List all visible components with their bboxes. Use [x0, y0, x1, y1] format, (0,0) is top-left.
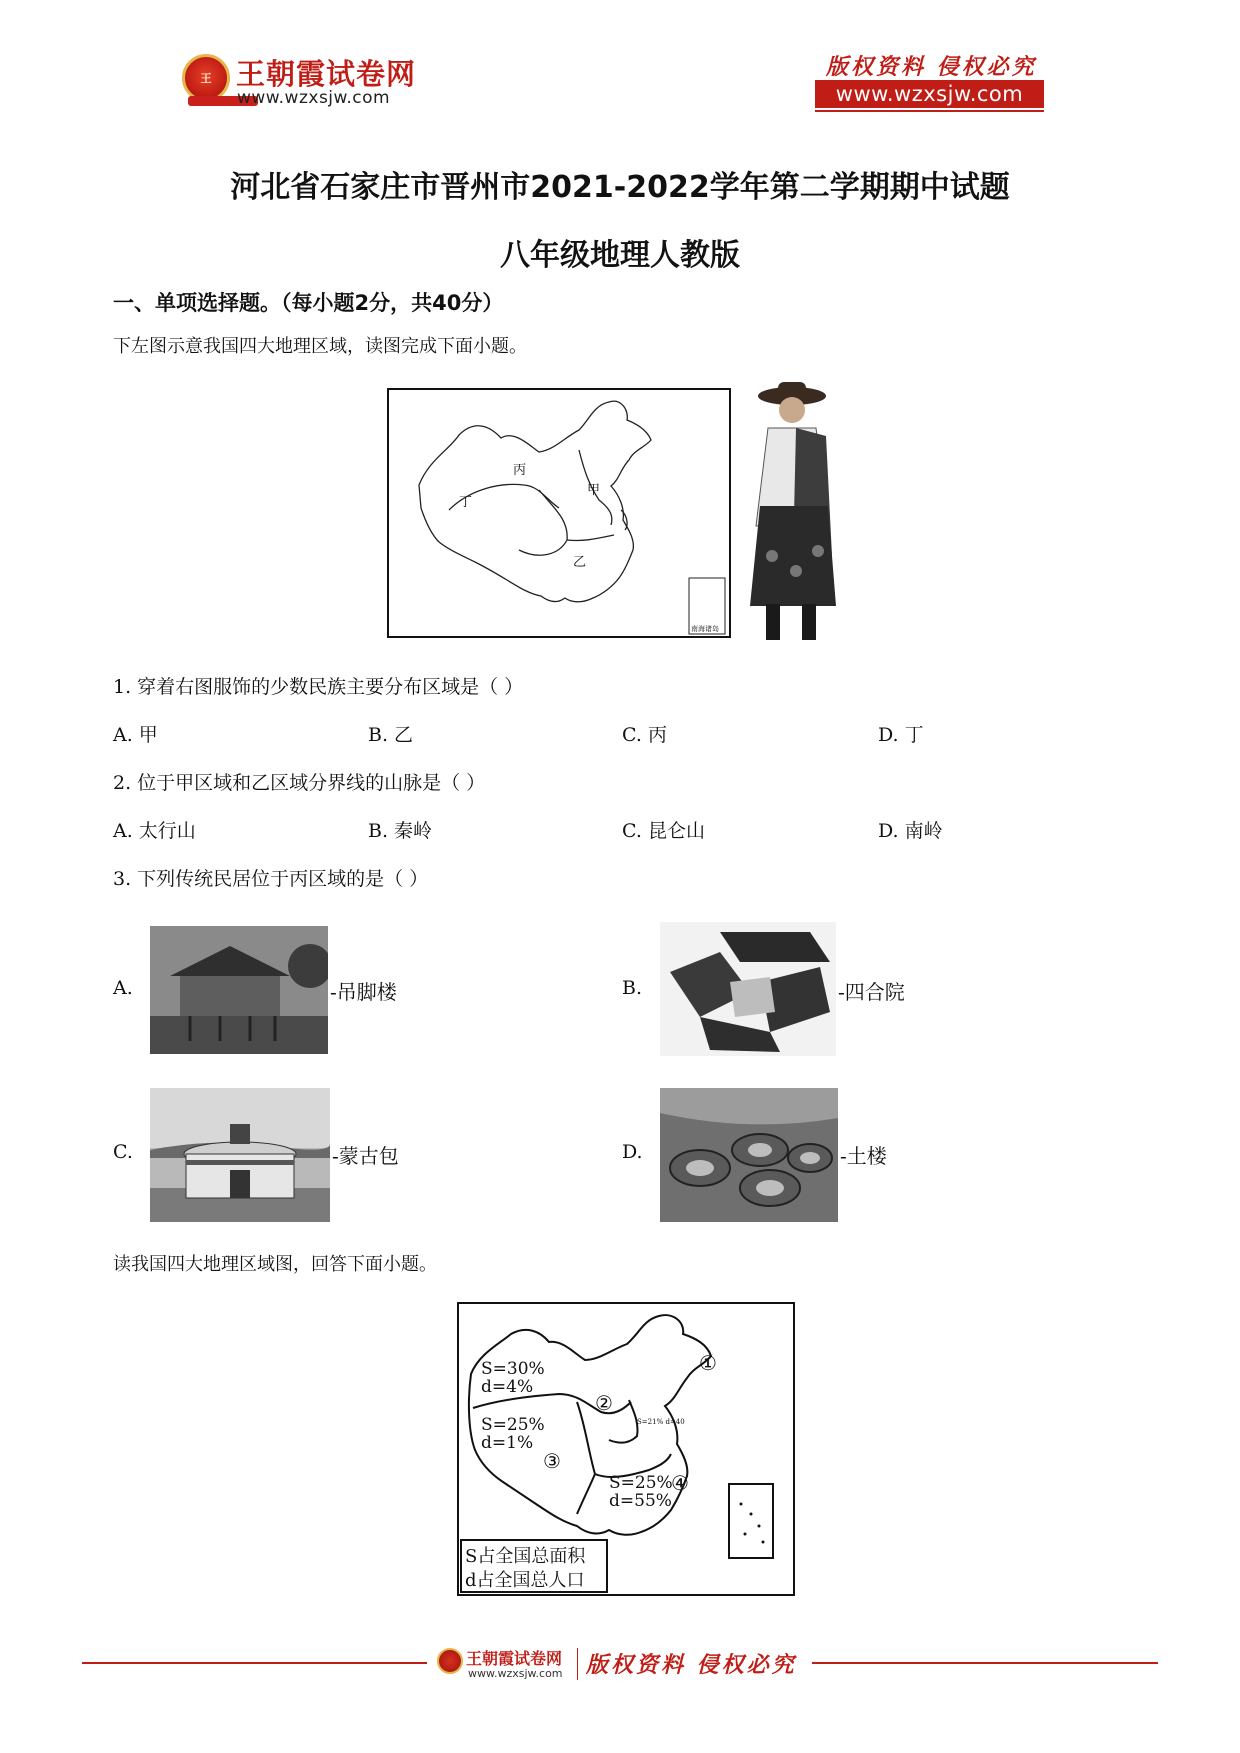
copyright-notice: 版权资料 侵权必究	[826, 54, 1037, 80]
footer-rule-left	[82, 1662, 427, 1664]
footer-copyright-notice: 版权资料 侵权必究	[586, 1652, 797, 1678]
costume-figure-drawing	[736, 376, 848, 648]
question-1-stem: 1. 穿着右图服饰的少数民族主要分布区域是（ ）	[113, 676, 524, 698]
exam-subtitle: 八年级地理人教版	[500, 238, 740, 273]
map2-marker-4: ④	[671, 1471, 689, 1495]
question-1-option-d: D. 丁	[878, 724, 924, 746]
question-3-option-d-caption: -土楼	[840, 1144, 887, 1168]
brand-name: 王朝霞试卷网	[236, 57, 417, 91]
map2-legend-line1: S占全国总面积	[465, 1546, 586, 1567]
exam-title: 河北省石家庄市晋州市2021-2022学年第二学期期中试题	[230, 170, 1010, 205]
map2-stat-1-d: d=4%	[481, 1377, 534, 1397]
intro-text: 下左图示意我国四大地理区域，读图完成下面小题。	[113, 336, 527, 357]
map2-stat-3-d: d=55%	[609, 1491, 672, 1511]
yurt-drawing	[150, 1088, 330, 1222]
map2-south-sea-inset	[729, 1484, 773, 1558]
footer-logo-icon	[437, 1648, 463, 1674]
question-2-option-a: A. 太行山	[113, 820, 196, 842]
question-3-option-b-caption: -四合院	[838, 980, 905, 1004]
map2-legend-line2: d占全国总人口	[465, 1570, 585, 1591]
question-3-option-a-caption: -吊脚楼	[330, 980, 397, 1004]
section-heading: 一、单项选择题。（每小题2分，共40分）	[113, 291, 504, 315]
china-regions-map-drawing	[389, 390, 729, 636]
question-3-stem: 3. 下列传统民居位于丙区域的是（ ）	[113, 868, 429, 890]
stilt-house-photo	[150, 926, 328, 1054]
footer-brand-url: www.wzxsjw.com	[468, 1667, 563, 1680]
footer-brand-name: 王朝霞试卷网	[466, 1649, 563, 1668]
map2-marker-2: ②	[595, 1391, 613, 1415]
question-3-option-d-letter: D.	[622, 1141, 643, 1163]
map2-marker-1: ①	[699, 1351, 717, 1375]
map1-label-ding: 丁	[459, 495, 473, 510]
stilt-house-drawing	[150, 926, 328, 1054]
china-regions-stats-map	[457, 1302, 795, 1596]
site-url-banner: www.wzxsjw.com	[815, 80, 1044, 108]
map2-stat-2-d: d=1%	[481, 1433, 534, 1453]
yurt-photo	[150, 1088, 330, 1222]
map2-marker-3: ③	[543, 1449, 561, 1473]
earth-building-photo	[660, 1088, 838, 1222]
brand-url: www.wzxsjw.com	[237, 88, 391, 108]
question-1-option-b: B. 乙	[368, 724, 414, 746]
footer-separator	[577, 1648, 578, 1680]
map1-label-jia: 甲	[587, 483, 601, 498]
map2-stat-3-s: S=25%	[609, 1473, 673, 1493]
footer-rule-right	[812, 1662, 1158, 1664]
map2-small-stat: S=21% d=40	[637, 1418, 685, 1426]
question-3-option-b-letter: B.	[622, 977, 643, 999]
url-banner-underline	[815, 110, 1044, 112]
question-3-option-c-letter: C.	[113, 1141, 133, 1163]
traditional-costume-photo	[736, 376, 848, 648]
question-1-option-c: C. 丙	[622, 724, 667, 746]
question-2-option-d: D. 南岭	[878, 820, 943, 842]
question-2-option-b: B. 秦岭	[368, 820, 433, 842]
question-2-stem: 2. 位于甲区域和乙区域分界线的山脉是（ ）	[113, 772, 486, 794]
courtyard-house-photo	[660, 922, 836, 1056]
brand-logo-icon: 王	[182, 54, 230, 102]
earth-building-drawing	[660, 1088, 838, 1222]
map1-label-yi: 乙	[573, 555, 587, 570]
intro-text-2: 读我国四大地理区域图，回答下面小题。	[113, 1254, 437, 1275]
courtyard-house-drawing	[660, 922, 836, 1056]
china-regions-map	[387, 388, 731, 638]
map2-stat-1-s: S=30%	[481, 1359, 545, 1379]
question-2-option-c: C. 昆仑山	[622, 820, 705, 842]
map2-stat-2-s: S=25%	[481, 1415, 545, 1435]
question-1-option-a: A. 甲	[113, 724, 158, 746]
map1-inset-label: 南海诸岛	[691, 625, 719, 633]
question-3-option-c-caption: -蒙古包	[332, 1144, 399, 1168]
china-regions-stats-drawing	[459, 1304, 793, 1594]
map1-label-bing: 丙	[513, 463, 527, 478]
question-3-option-a-letter: A.	[113, 977, 133, 999]
